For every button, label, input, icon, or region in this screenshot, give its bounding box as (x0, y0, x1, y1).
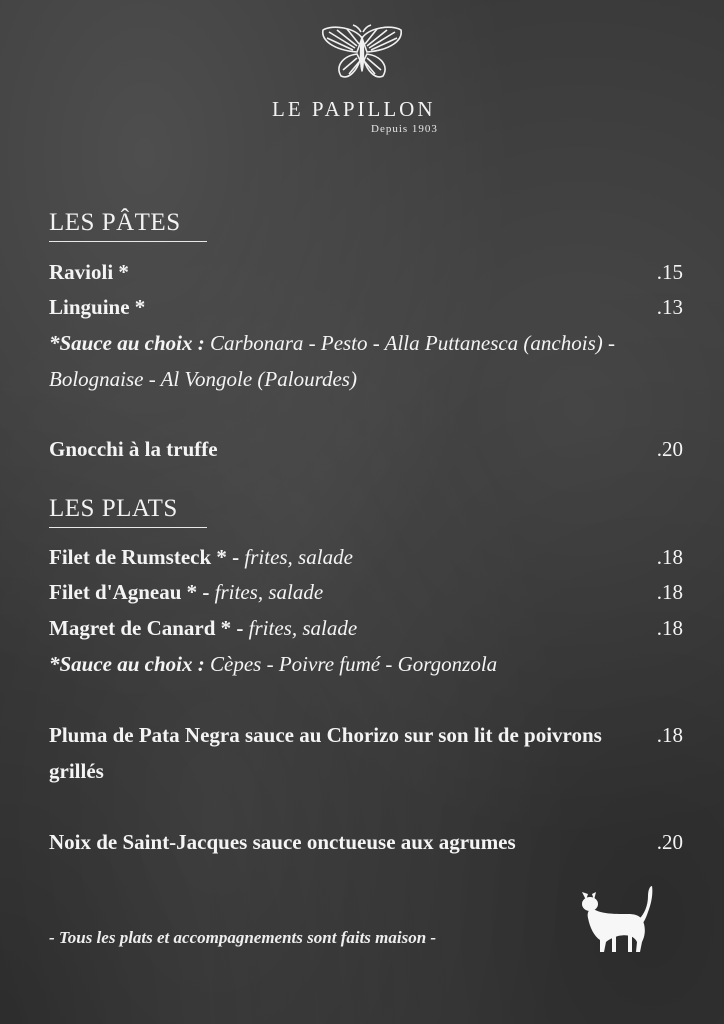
footer-note: - Tous les plats et accompagnements sont faits maison - (49, 928, 437, 947)
item-name: Filet de Rumsteck * - (49, 545, 240, 569)
menu-item-pluma (49, 717, 639, 789)
menu-item-gnocchi (49, 431, 683, 467)
sauce-label: *Sauce au choix : (49, 331, 205, 355)
item-name: Filet d'Agneau * - (49, 580, 210, 604)
item-price: .15 (656, 260, 683, 284)
item-price-pluma: .18 (656, 723, 683, 747)
sauce-options: Carbonara - Pesto - Alla Puttanesca (anchois) - Bolognaise - Al Vongole (Palourdes) (49, 331, 615, 391)
item-name: Ravioli * (49, 260, 129, 284)
brand-name: LE PAPILLON (272, 97, 436, 121)
item-description: frites, salade (239, 545, 353, 569)
section-title-text: LES PÂTES (49, 209, 181, 236)
item-name: Magret de Canard * - (49, 616, 244, 640)
item-price: .20 (656, 437, 683, 461)
item-name: Noix de Saint-Jacques sauce onctueuse aux agrumes (49, 830, 516, 854)
menu-item-noix (49, 824, 649, 860)
menu-item-ravioli (49, 254, 683, 290)
section-underline (49, 241, 207, 242)
menu-item-canard (49, 610, 683, 646)
item-price-noix: .20 (656, 830, 683, 854)
item-price: .18 (656, 545, 683, 569)
item-description: frites, salade (209, 580, 324, 604)
cat-icon (578, 884, 654, 954)
sauce-choice-pates (49, 325, 649, 397)
item-price: .18 (656, 580, 683, 604)
item-price: .18 (656, 616, 683, 640)
item-name: Linguine * (49, 295, 146, 319)
sauce-choice-plats (49, 646, 689, 682)
menu-item-linguine (49, 289, 683, 325)
sauce-options: Cèpes - Poivre fumé - Gorgonzola (204, 652, 498, 676)
section-title-pates (49, 209, 181, 237)
item-description: frites, salade (243, 616, 358, 640)
sauce-label: *Sauce au choix : (49, 652, 205, 676)
section-title-text: LES PLATS (49, 495, 178, 522)
section-title-plats (49, 495, 178, 523)
item-name: Gnocchi à la truffe (49, 437, 218, 461)
logo (0, 24, 724, 84)
menu-item-rumsteck (49, 539, 683, 575)
item-price: .13 (656, 295, 683, 319)
brand-since: Depuis 1903 (371, 123, 438, 135)
butterfly-icon (319, 24, 405, 84)
section-underline (49, 527, 207, 528)
menu-item-agneau (49, 574, 683, 610)
item-name: Pluma de Pata Negra sauce au Chorizo sur son lit de poivrons grillés (49, 723, 602, 783)
